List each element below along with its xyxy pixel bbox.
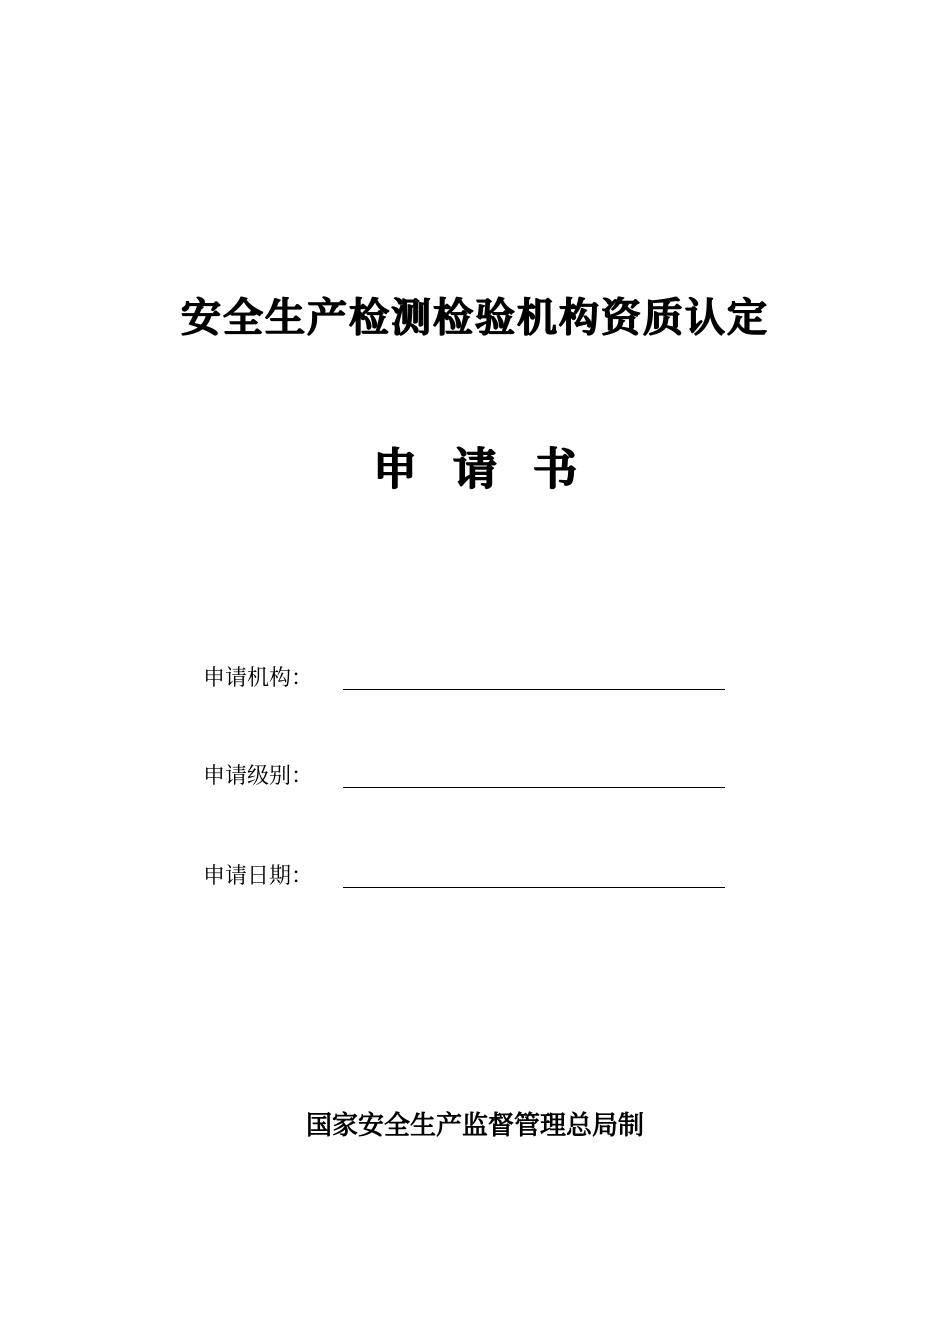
issuer-footer: 国家安全生产监督管理总局制 bbox=[305, 1111, 644, 1141]
field-label: 申请级别： bbox=[203, 764, 314, 789]
field-applicant-organization bbox=[203, 660, 733, 700]
fill-in-line bbox=[343, 787, 725, 788]
field-applicant-level bbox=[203, 758, 733, 798]
field-application-date bbox=[203, 858, 733, 898]
document-title: 安全生产检测检验机构资质认定 bbox=[181, 294, 769, 341]
field-label: 申请日期： bbox=[203, 864, 314, 889]
document-subtitle: 申请书 bbox=[373, 444, 613, 495]
field-label: 申请机构： bbox=[203, 666, 314, 691]
fill-in-line bbox=[343, 887, 725, 888]
fill-in-line bbox=[343, 689, 725, 690]
